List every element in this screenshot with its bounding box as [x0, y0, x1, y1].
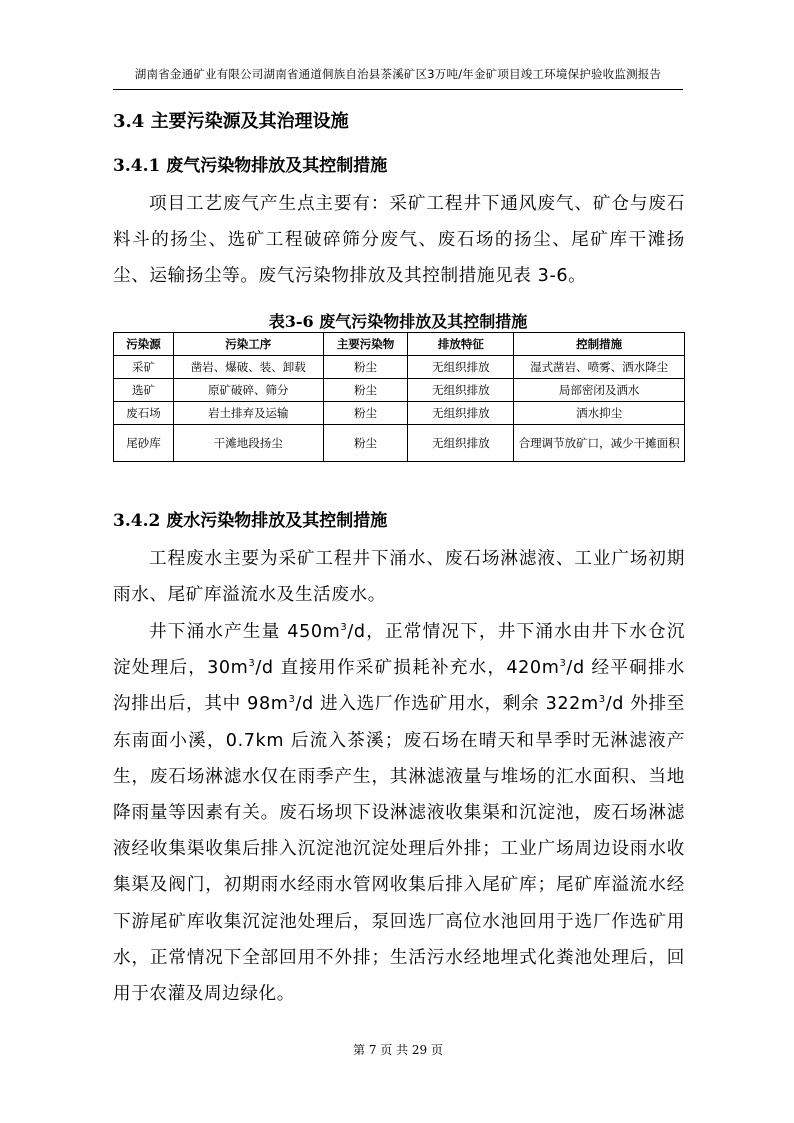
- table-header-cell: 污染源: [114, 333, 174, 356]
- text-run: /d 进入选厂作选矿用水，剩余 322m: [295, 694, 599, 715]
- table-cell: 洒水抑尘: [514, 402, 685, 425]
- table-cell: 废石场: [114, 402, 174, 425]
- table-cell: 粉尘: [323, 356, 408, 379]
- paragraph-wastewater-sources: 工程废水主要为采矿工程井下涌水、废石场淋滤液、工业广场初期雨水、尾矿库溢流水及生活废水。: [113, 549, 685, 606]
- table-cell: 干滩地段扬尘: [173, 425, 323, 462]
- table-cell: 尾砂库: [114, 425, 174, 462]
- table-row: [114, 402, 685, 425]
- paragraph-exhaust-gas: 项目工艺废气产生点主要有：采矿工程井下通风废气、矿仓与废石料斗的扬尘、选矿工程破碎筛分废气、废石场的扬尘、尾矿库干滩扬尘、运输扬尘等。废气污染物排放及其控制措施见表 3-6。: [113, 194, 685, 287]
- table-header-cell: 排放特征: [408, 333, 514, 356]
- emission-control-table: [113, 332, 685, 462]
- table-cell: 合理调节放矿口，减少干摊面积: [514, 425, 685, 462]
- page-number: 第 7 页 共 29 页: [353, 1043, 443, 1057]
- superscript: 3: [288, 694, 296, 706]
- table-row: [114, 425, 685, 462]
- superscript: 3: [559, 658, 567, 670]
- paragraph-wastewater-treatment: [113, 614, 685, 1012]
- table-cell: 无组织排放: [408, 356, 514, 379]
- table-cell: 岩土排弃及运输: [173, 402, 323, 425]
- table-cell: 原矿破碎、筛分: [173, 379, 323, 402]
- superscript: 3: [248, 658, 256, 670]
- text-run: 井下涌水产生量 450m: [149, 622, 341, 642]
- text-run: /d，正常情况下，井下涌水由井下水仓沉淀处理后，30m: [113, 622, 686, 679]
- table-cell: 无组织排放: [408, 425, 514, 462]
- table-cell: 湿式凿岩、喷雾、洒水降尘: [514, 356, 685, 379]
- table-cell: 局部密闭及洒水: [514, 379, 685, 402]
- table-cell: 无组织排放: [408, 402, 514, 425]
- table-cell: 选矿: [114, 379, 174, 402]
- table-cell: 粉尘: [323, 425, 408, 462]
- page-header: 湖南省金通矿业有限公司湖南省通道侗族自治县茶溪矿区3万吨/年金矿项目竣工环境保护验收监测报告: [134, 67, 662, 81]
- table-cell: 粉尘: [323, 402, 408, 425]
- table-row: [114, 356, 685, 379]
- section-heading-3-4-1: 3.4.1 废气污染物排放及其控制措施: [113, 156, 388, 176]
- table-header-cell: 主要污染物: [323, 333, 408, 356]
- superscript: 3: [598, 694, 606, 706]
- header-divider: [113, 89, 683, 90]
- text-run: /d 直接用作采矿损耗补充水，420m: [255, 658, 560, 679]
- text-run: /d 外排至东南面小溪，0.7km 后流入茶溪；废石场在晴天和旱季时无淋滤液产生，废石场淋滤水仅在雨季产生，其淋滤液量与堆场的汇水面积、当地降雨量等因素有关。废石场坝下设淋滤液收集渠和沉淀池，废石场淋滤液经收集渠收集后排入沉淀池沉淀处理后外排；工业广场周边设雨水收集渠及阀门，初期雨水经雨水管网收集后排入尾矿库；尾矿库溢流水经下游尾矿库收集沉淀池处理后，泵回选厂高位水池回用于选厂作选矿用水，正常情况下全部回用不外排；生活污水经地埋式化粪池处理后，回用于农灌及周边绿化。: [113, 694, 685, 1005]
- text-run: /d 经平硐排水沟排出后，其中 98m: [113, 658, 686, 715]
- table-header-row: [114, 333, 685, 356]
- section-heading-3-4: 3.4 主要污染源及其治理设施: [113, 111, 349, 132]
- table-header-cell: 控制措施: [514, 333, 685, 356]
- table-cell: 凿岩、爆破、装、卸载: [173, 356, 323, 379]
- superscript: 3: [340, 622, 348, 634]
- table-row: [114, 379, 685, 402]
- table-cell: 无组织排放: [408, 379, 514, 402]
- table-caption: 表3-6 废气污染物排放及其控制措施: [268, 312, 528, 331]
- section-heading-3-4-2: 3.4.2 废水污染物排放及其控制措施: [113, 511, 388, 531]
- table-cell: 粉尘: [323, 379, 408, 402]
- table-cell: 采矿: [114, 356, 174, 379]
- table-header-cell: 污染工序: [173, 333, 323, 356]
